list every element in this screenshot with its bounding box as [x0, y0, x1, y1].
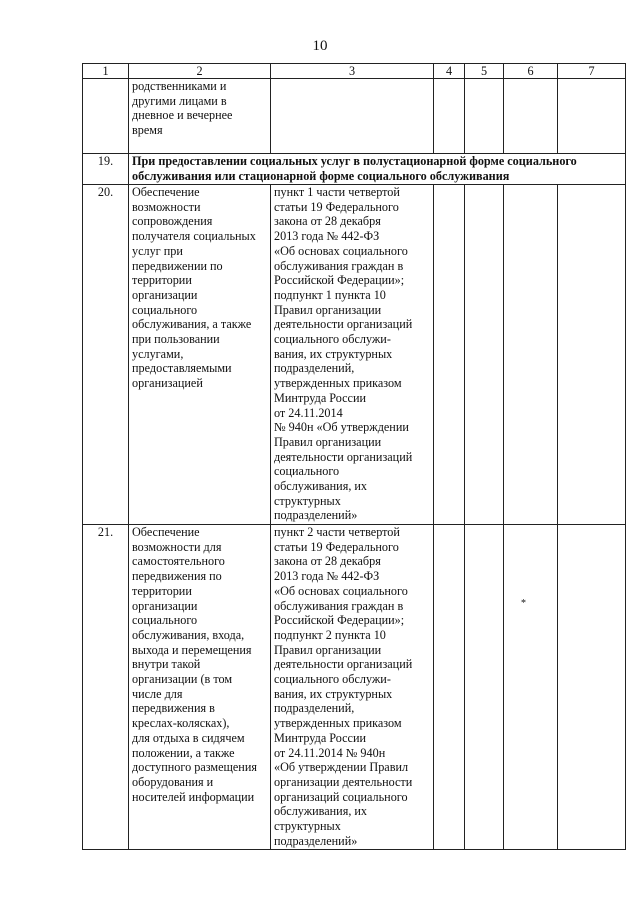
service-cell: Обеспечение возможности сопровождения получателя социальных услуг при передвижении по территории организации социального обслуживания, а также при пользовании услугами, предоставляемыми организацией	[129, 185, 271, 525]
column-number: 5	[465, 64, 504, 79]
page-number: 10	[312, 38, 328, 54]
column-number: 2	[129, 64, 271, 79]
section-row	[83, 154, 626, 185]
stray-mark: *	[521, 598, 526, 609]
empty-cell	[504, 79, 558, 154]
empty-cell	[558, 525, 626, 850]
basis-cell	[271, 79, 434, 154]
service-cell: родственниками и другими лицами в дневное и вечернее время	[129, 79, 271, 154]
empty-cell	[465, 79, 504, 154]
empty-cell	[434, 185, 465, 525]
column-number: 7	[558, 64, 626, 79]
section-number: 19.	[83, 154, 129, 185]
empty-cell	[434, 79, 465, 154]
table-row	[83, 185, 626, 525]
empty-cell	[558, 185, 626, 525]
basis-cell: пункт 2 части четвертой статьи 19 Федерального закона от 28 декабря 2013 года № 442-ФЗ «Об основах социального обслуживания граждан в Российской Федерации»; подпункт 2 пункта 10 Правил организации деятельности организаций социального обслужи- вания, их структурных подразделений, утвержденных приказом Минтруда России от 24.11.2014 № 940н «Об утверждении Правил организации деятельности организаций социального обслуживания, их структурных подразделений»	[271, 525, 434, 850]
empty-cell	[504, 185, 558, 525]
continued-row	[83, 79, 626, 154]
column-number-row	[83, 64, 626, 79]
column-number: 4	[434, 64, 465, 79]
basis-cell: пункт 1 части четвертой статьи 19 Федерального закона от 28 декабря 2013 года № 442-ФЗ «Об основах социального обслуживания граждан в Российской Федерации»; подпункт 1 пункта 10 Правил организации деятельности организаций социального обслужи- вания, их структурных подразделений, утвержденных приказом Минтруда России от 24.11.2014 № 940н «Об утверждении Правил организации деятельности организаций социального обслуживания, их структурных подразделений»	[271, 185, 434, 525]
column-number: 3	[271, 64, 434, 79]
row-number-cell: 21.	[83, 525, 129, 850]
empty-cell	[465, 185, 504, 525]
row-number-cell: 20.	[83, 185, 129, 525]
empty-cell	[434, 525, 465, 850]
empty-cell	[465, 525, 504, 850]
empty-cell	[558, 79, 626, 154]
service-cell: Обеспечение возможности для самостоятельного передвижения по территории организации социального обслуживания, входа, выхода и перемещения внутри такой организации (в том числе для передвижения в креслах-колясках), для отдыха в сидячем положении, а также доступного размещения оборудования и носителей информации	[129, 525, 271, 850]
services-table	[82, 63, 626, 850]
empty-cell	[504, 525, 558, 850]
column-number: 1	[83, 64, 129, 79]
row-number-cell	[83, 79, 129, 154]
column-number: 6	[504, 64, 558, 79]
section-title: При предоставлении социальных услуг в полустационарной форме социального обслуживания или стационарной форме социального обслуживания	[129, 154, 626, 185]
table-row	[83, 525, 626, 850]
